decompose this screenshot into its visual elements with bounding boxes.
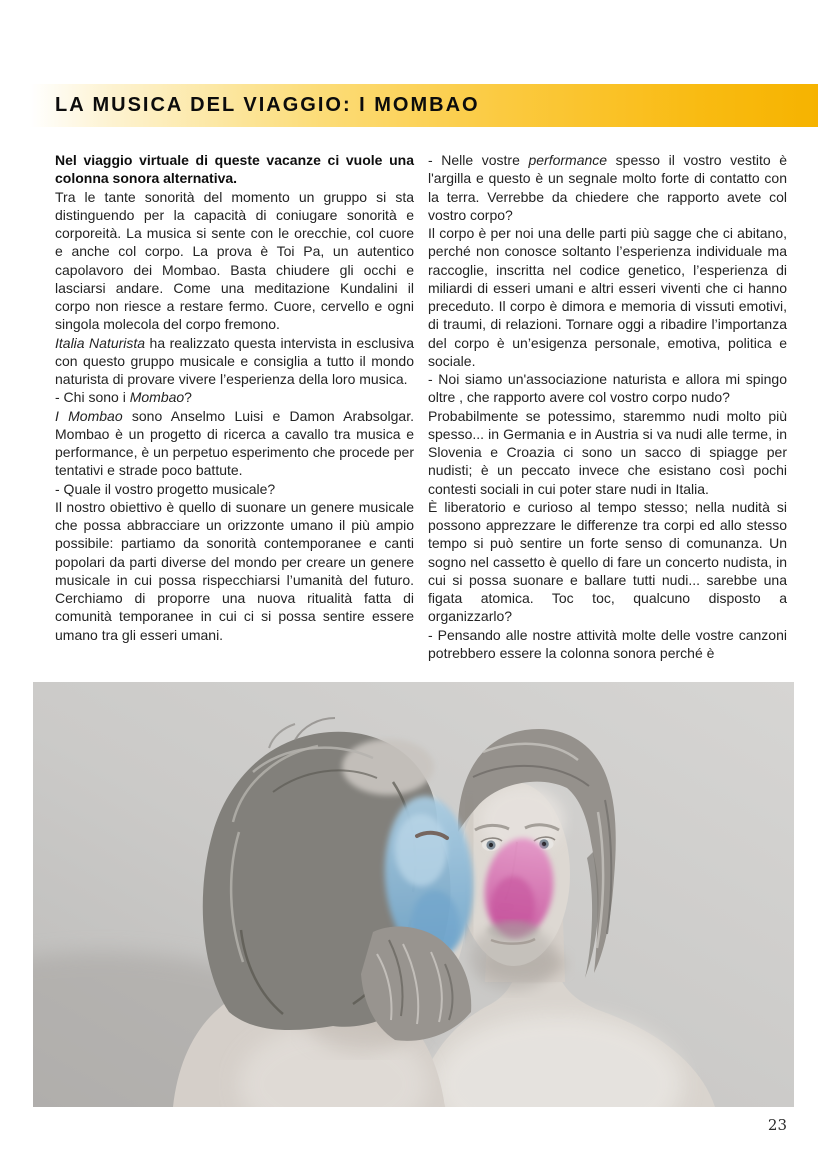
- page-title: LA MUSICA DEL VIAGGIO: I MOMBAO: [55, 94, 480, 116]
- paragraph: È liberatorio e curioso al tempo stesso; nella nudità si possono apprezzare le differenze tra corpi ed allo stesso tempo si può sentire un forte senso di comunanza. Un sogno nel cassetto è quello di fare un concerto nudista, in cui si possa suonare e ballare tutti nudi... sarebbe una figata atomica. Toc toc, qualcuno disposto a organizzarlo?: [428, 498, 787, 625]
- paragraph: Nel viaggio virtuale di queste vacanze ci vuole una colonna sonora alternativa.: [55, 152, 414, 187]
- paragraph: - Chi sono i Mombao?: [55, 389, 192, 406]
- paragraph: Il corpo è per noi una delle parti più sagge che ci abitano, perché non conosce soltanto l’esperienza individuale ma raccoglie, inscritta nel codice genetico, l’esperienza di miliardi di esseri umani e altri esseri viventi che ci hanno preceduto. Il corpo è dimora e memoria di vissuti emotivi, di traumi, di relazioni. Tornare oggi a ribadire l’importanza del corpo è un’esigenza personale, emotiva, politica e sociale.: [428, 225, 787, 369]
- article-photo: [33, 682, 794, 1107]
- column-right: [428, 151, 787, 662]
- page-number: 23: [767, 1116, 787, 1134]
- paragraph: - Pensando alle nostre attività molte delle vostre canzoni potrebbero essere la colonna sonora perché è: [428, 626, 787, 661]
- paragraph: - Nelle vostre performance spesso il vostro vestito è l'argilla e questo è un segnale molto forte di contatto con la terra. Verrebbe da chiedere che rapporto avete col vostro corpo?: [428, 152, 788, 223]
- paragraph: - Quale il vostro progetto musicale?: [55, 480, 276, 497]
- paragraph: Tra le tante sonorità del momento un gruppo si sta distinguendo per la capacità di coniugare sonorità e corporeità. La musica si sente con le orecchie, col cuore e anche col corpo. La prova è Toi Pa, un autentico capolavoro dei Mombao. Basta chiudere gli occhi e lasciarsi andare. Come una meditazione Kundalini il corpo non riesce a restare fermo. Cuore, cervello e ogni singola molecola del corpo fremono.: [55, 188, 414, 333]
- paragraph: I Mombao sono Anselmo Luisi e Damon Arabsolgar. Mombao è un progetto di ricerca a cavallo tra musica e performance, è un perpetuo esperimento che procede per tentativi e strade poco battute.: [55, 407, 414, 479]
- article-body: [55, 151, 787, 662]
- title-band: [30, 84, 818, 127]
- paragraph: - Noi siamo un'associazione naturista e allora mi spingo oltre , che rapporto avere col vostro corpo nudo?: [428, 371, 787, 406]
- column-left: [55, 151, 414, 662]
- photo-illustration: [33, 682, 794, 1107]
- paragraph: Il nostro obiettivo è quello di suonare un genere musicale che possa abbracciare un orizzonte umano il più ampio possibile: partiamo da sonorità contemporanee e canti popolari da parti diverse del mondo per creare un genere musicale in cui possa rispecchiarsi l’umanità del futuro. Cerchiamo di proporre una nuova ritualità fatta di comunità temporanee in cui ci si possa sentire essere umano tra gli esseri umani.: [55, 498, 414, 643]
- paragraph: Probabilmente se potessimo, staremmo nudi molto più spesso... in Germania e in Austria si va nudi alle terme, in Slovenia e Croazia ci sono un sacco di spiagge per nudisti; è un peccato invece che esistano così pochi contesti sociali in cui poter stare nudi in Italia.: [428, 407, 787, 497]
- paragraph: Italia Naturista ha realizzato questa intervista in esclusiva con questo gruppo musicale e consiglia a tutto il mondo naturista di provare vivere l’esperienza della loro musica.: [55, 334, 414, 387]
